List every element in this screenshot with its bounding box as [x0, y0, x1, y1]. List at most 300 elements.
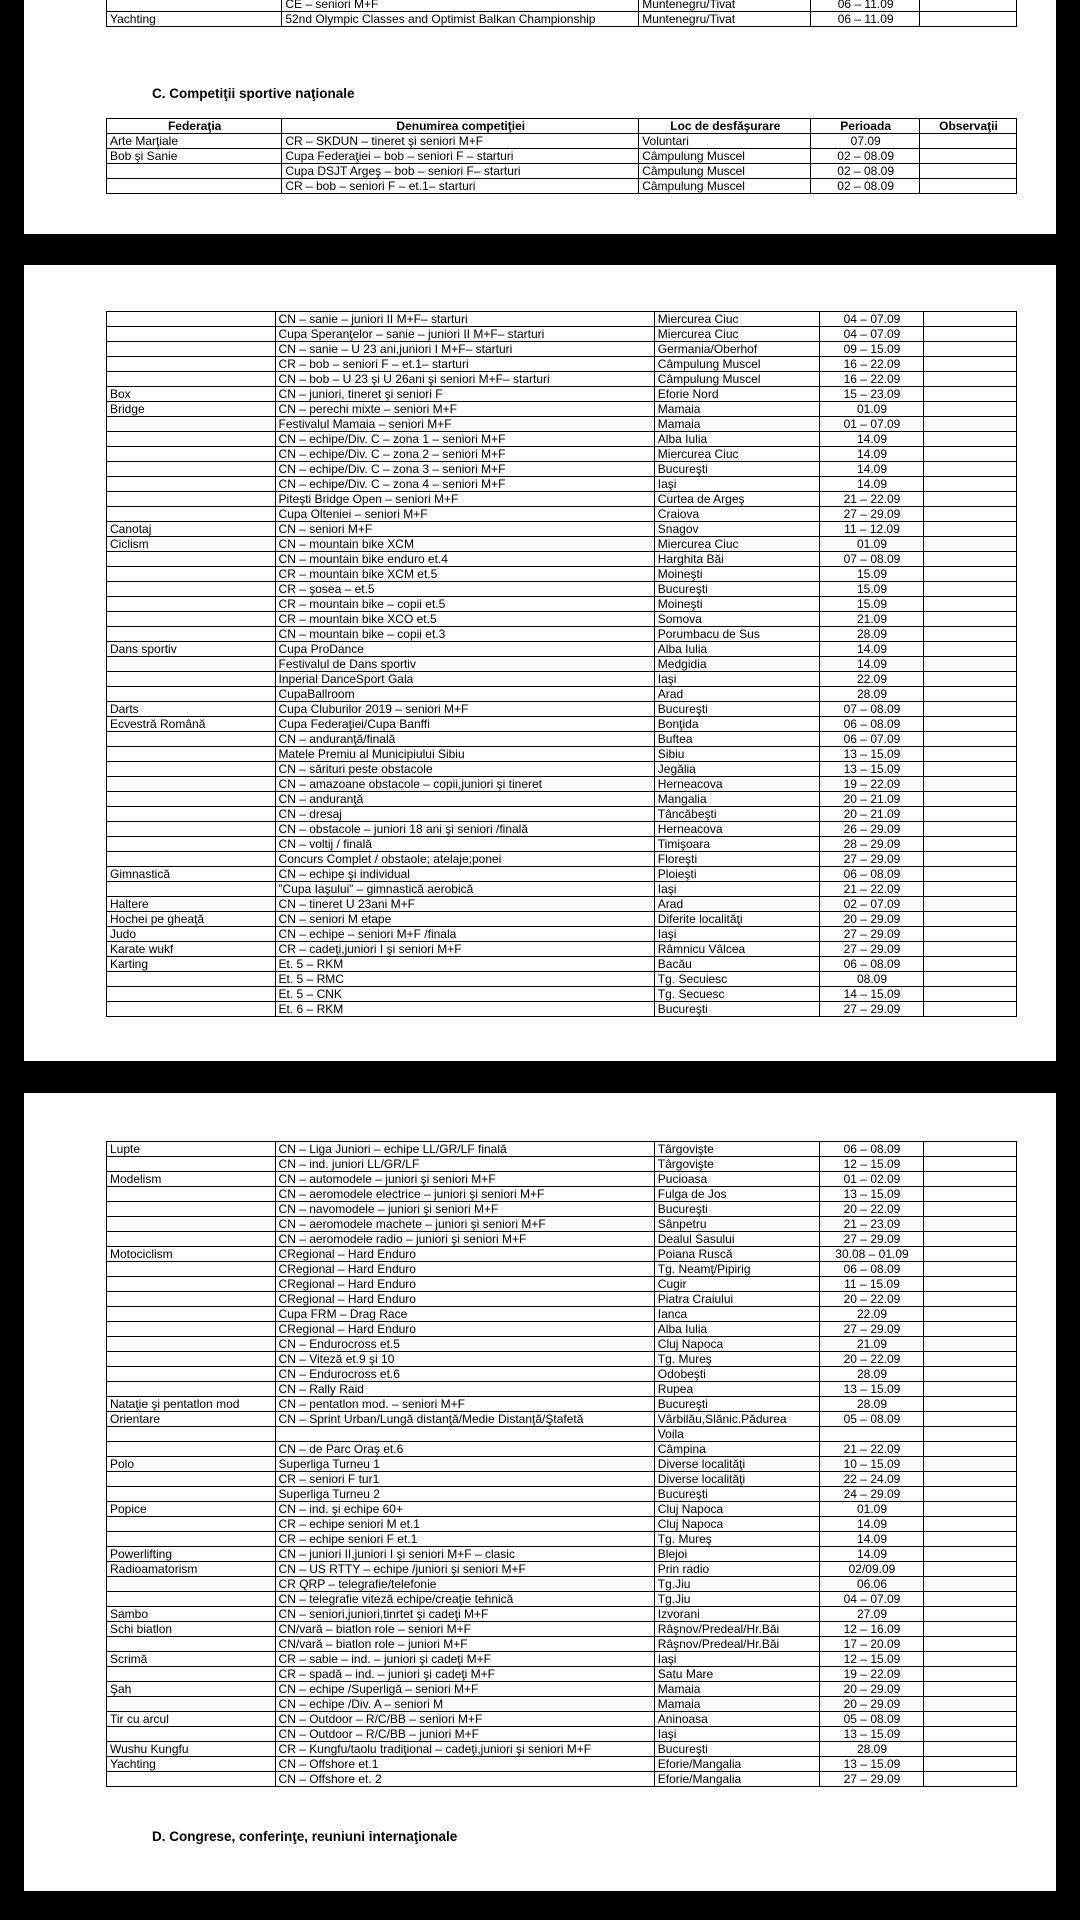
table-row: [107, 702, 1017, 717]
location-cell: Tg. Mureş: [654, 1532, 820, 1547]
federation-cell: [107, 1202, 276, 1217]
period-cell: 27 – 29.09: [820, 1772, 923, 1787]
federation-cell: [107, 1697, 276, 1712]
period-cell: 14.09: [820, 657, 923, 672]
location-cell: Miercurea Ciuc: [654, 312, 820, 327]
observations-cell: [923, 642, 1016, 657]
observations-cell: [923, 852, 1016, 867]
federation-cell: [107, 1472, 276, 1487]
location-cell: Bucureşti: [654, 1487, 820, 1502]
observations-cell: [923, 417, 1016, 432]
table-row: [107, 1352, 1017, 1367]
table-row: [107, 882, 1017, 897]
federation-group: [107, 1142, 1017, 1172]
federation-cell: Yachting: [107, 1757, 276, 1772]
observations-cell: [923, 1577, 1016, 1592]
period-cell: 10 – 15.09: [820, 1457, 923, 1472]
period-cell: 14.09: [820, 1532, 923, 1547]
competition-cell: CN – dresaj: [275, 807, 654, 822]
competition-cell: Piteşti Bridge Open – seniori M+F: [275, 492, 654, 507]
federation-cell: [107, 507, 276, 522]
table-row: [107, 1277, 1017, 1292]
competition-cell: CN – echipe/Div. C – zona 1 – seniori M+F: [275, 432, 654, 447]
table-row: [107, 972, 1017, 987]
column-header-period: Perioada: [811, 119, 920, 134]
federation-cell: Dans sportiv: [107, 642, 276, 657]
federation-cell: [107, 657, 276, 672]
table-row: [107, 657, 1017, 672]
observations-cell: [923, 987, 1016, 1002]
observations-cell: [923, 492, 1016, 507]
period-cell: 21 – 22.09: [820, 1442, 923, 1457]
competition-cell: Inperial DanceSport Gala: [275, 672, 654, 687]
period-cell: 16 – 22.09: [820, 357, 923, 372]
period-cell: 01.09: [820, 537, 923, 552]
competition-cell: CupaBallroom: [275, 687, 654, 702]
table-row: [107, 942, 1017, 957]
location-cell: Muntenegru/Tivat: [639, 0, 811, 12]
period-cell: 20 – 21.09: [820, 792, 923, 807]
column-header-observations: Observaţii: [919, 119, 1016, 134]
competition-cell: CN – sanie – U 23 ani,juniori I M+F– starturi: [275, 342, 654, 357]
table-row: [107, 1682, 1017, 1697]
observations-cell: [923, 1172, 1016, 1187]
federation-cell: [107, 672, 276, 687]
table-row: [107, 597, 1017, 612]
observations-cell: [923, 627, 1016, 642]
federation-cell: Sambo: [107, 1607, 276, 1622]
location-cell: Moineşti: [654, 597, 820, 612]
location-cell: Harghita Băi: [654, 552, 820, 567]
federation-cell: [107, 1427, 276, 1442]
location-cell: Cugir: [654, 1277, 820, 1292]
observations-cell: [923, 387, 1016, 402]
observations-cell: [923, 867, 1016, 882]
table-row: [107, 807, 1017, 822]
location-cell: Iaşi: [654, 1652, 820, 1667]
federation-group: [107, 1172, 1017, 1247]
competition-cell: Cupa Speranţelor – sanie – juniori II M+F– starturi: [275, 327, 654, 342]
observations-cell: [923, 1562, 1016, 1577]
table-row: [107, 1532, 1017, 1547]
table-row: [107, 612, 1017, 627]
table-row: [107, 1292, 1017, 1307]
federation-cell: [107, 342, 276, 357]
observations-cell: [923, 882, 1016, 897]
competition-cell: CN – echipe/Div. C – zona 2 – seniori M+F: [275, 447, 654, 462]
period-cell: 06 – 11.09: [811, 0, 920, 12]
competition-cell: CR – SKDUN – tineret şi seniori M+F: [282, 134, 639, 149]
location-cell: Eforie/Mangalia: [654, 1772, 820, 1787]
observations-cell: [923, 1427, 1016, 1442]
competition-cell: CRegional – Hard Enduro: [275, 1277, 654, 1292]
table-row: [107, 537, 1017, 552]
table-row: [107, 149, 1017, 164]
competition-cell: CR – echipe seniori F et.1: [275, 1532, 654, 1547]
period-cell: 21 – 23.09: [820, 1217, 923, 1232]
observations-cell: [923, 1592, 1016, 1607]
table-row: [107, 312, 1017, 327]
observations-cell: [923, 1472, 1016, 1487]
competition-cell: CN – Offshore et. 2: [275, 1772, 654, 1787]
federation-cell: Karate wukf: [107, 942, 276, 957]
table-row: [107, 852, 1017, 867]
table-row: [107, 1622, 1017, 1637]
location-cell: Diverse localităţi: [654, 1472, 820, 1487]
federation-cell: [107, 597, 276, 612]
period-cell: 01.09: [820, 1502, 923, 1517]
observations-cell: [923, 1547, 1016, 1562]
table-row: [107, 507, 1017, 522]
period-cell: 20 – 22.09: [820, 1292, 923, 1307]
federation-cell: [107, 1382, 276, 1397]
table-row: [107, 12, 1017, 27]
period-cell: 22 – 24.09: [820, 1472, 923, 1487]
location-cell: Blejoi: [654, 1547, 820, 1562]
period-cell: 14.09: [820, 1517, 923, 1532]
location-cell: Odobeşti: [654, 1367, 820, 1382]
federation-cell: [107, 432, 276, 447]
table-row: [107, 1367, 1017, 1382]
competition-cell: CN – juniori II,juniori I şi seniori M+F – clasic: [275, 1547, 654, 1562]
federation-cell: [107, 1367, 276, 1382]
table-row: [107, 1397, 1017, 1412]
federation-group: [107, 1742, 1017, 1757]
observations-cell: [923, 1337, 1016, 1352]
competition-cell: CN – anduranţă/finală: [275, 732, 654, 747]
period-cell: 06 – 11.09: [811, 12, 920, 27]
competition-cell: Cupa DSJT Argeş – bob – seniori F– starturi: [282, 164, 639, 179]
location-cell: Câmpulung Muscel: [639, 179, 811, 194]
location-cell: Miercurea Ciuc: [654, 537, 820, 552]
period-cell: 05 – 08.09: [820, 1712, 923, 1727]
observations-cell: [923, 1502, 1016, 1517]
competition-cell: CN – Endurocross et.5: [275, 1337, 654, 1352]
federation-cell: Motociclism: [107, 1247, 276, 1262]
federation-group: [107, 867, 1017, 897]
federation-cell: Schi biatlon: [107, 1622, 276, 1637]
period-cell: 12 – 15.09: [820, 1652, 923, 1667]
location-cell: Herneacova: [654, 822, 820, 837]
federation-cell: [107, 417, 276, 432]
federation-cell: [107, 1307, 276, 1322]
competition-cell: CN – obstacole – juniori 18 ani şi seniori /finală: [275, 822, 654, 837]
period-cell: 15 – 23.09: [820, 387, 923, 402]
federation-cell: [107, 327, 276, 342]
period-cell: 13 – 15.09: [820, 747, 923, 762]
table-row: [107, 1637, 1017, 1652]
period-cell: 27 – 29.09: [820, 1002, 923, 1017]
observations-cell: [919, 0, 1016, 12]
federation-cell: [107, 357, 276, 372]
competition-cell: Cupa Cluburilor 2019 – seniori M+F: [275, 702, 654, 717]
observations-cell: [923, 1682, 1016, 1697]
federation-group: [107, 957, 1017, 1017]
location-cell: Aninoasa: [654, 1712, 820, 1727]
federation-cell: [107, 1592, 276, 1607]
table-row: [107, 134, 1017, 149]
location-cell: Jegălia: [654, 762, 820, 777]
competition-cell: CN – Outdoor – R/C/BB – seniori M+F: [275, 1712, 654, 1727]
document-page-2: [24, 265, 1056, 1061]
table-row: [107, 1502, 1017, 1517]
table-row: [107, 912, 1017, 927]
federation-cell: Lupte: [107, 1142, 276, 1157]
period-cell: 21 – 22.09: [820, 492, 923, 507]
period-cell: 21.09: [820, 1337, 923, 1352]
period-cell: 06 – 08.09: [820, 1262, 923, 1277]
location-cell: Tg.Jiu: [654, 1577, 820, 1592]
federation-cell: [107, 1577, 276, 1592]
location-cell: Bucureşti: [654, 1742, 820, 1757]
competition-cell: CR – mountain bike XCM et.5: [275, 567, 654, 582]
competition-cell: CN – mountain bike XCM: [275, 537, 654, 552]
location-cell: Diferite localităţi: [654, 912, 820, 927]
competition-cell: CN – sanie – juniori II M+F– starturi: [275, 312, 654, 327]
competition-cell: CN – Rally Raid: [275, 1382, 654, 1397]
observations-cell: [923, 1157, 1016, 1172]
competition-cell: CR – seniori F tur1: [275, 1472, 654, 1487]
table-row: [107, 1157, 1017, 1172]
table-row: [107, 164, 1017, 179]
competition-cell: CN – aeromodele radio – juniori şi seniori M+F: [275, 1232, 654, 1247]
period-cell: 28.09: [820, 1742, 923, 1757]
federation-cell: [107, 732, 276, 747]
period-cell: 04 – 07.09: [820, 327, 923, 342]
table-row: [107, 417, 1017, 432]
observations-cell: [923, 1637, 1016, 1652]
federation-group: [107, 1712, 1017, 1742]
federation-cell: Şah: [107, 1682, 276, 1697]
observations-cell: [923, 1442, 1016, 1457]
competition-cell: Et. 5 – CNK: [275, 987, 654, 1002]
competition-cell: CN – pentatlon mod. – seniori M+F: [275, 1397, 654, 1412]
federation-cell: [107, 777, 276, 792]
competition-cell: CR – mountain bike XCO et.5: [275, 612, 654, 627]
federation-cell: [107, 852, 276, 867]
competition-cell: CN – aeromodele machete – juniori şi seniori M+F: [275, 1217, 654, 1232]
location-cell: Alba Iulia: [654, 1322, 820, 1337]
federation-cell: [107, 1337, 276, 1352]
observations-cell: [923, 1002, 1016, 1017]
location-cell: Satu Mare: [654, 1667, 820, 1682]
period-cell: 06.06: [820, 1577, 923, 1592]
competition-cell: CRegional – Hard Enduro: [275, 1292, 654, 1307]
observations-cell: [923, 432, 1016, 447]
observations-cell: [923, 1232, 1016, 1247]
location-cell: Câmpina: [654, 1442, 820, 1457]
period-cell: 20 – 21.09: [820, 807, 923, 822]
competition-cell: CN – Outdoor – R/C/BB – juniori M+F: [275, 1727, 654, 1742]
table-row: [107, 732, 1017, 747]
competition-cell: CN/vară – biatlon role – seniori M+F: [275, 1622, 654, 1637]
federation-cell: [107, 822, 276, 837]
period-cell: 27.09: [820, 1607, 923, 1622]
competition-cell: CR QRP – telegrafie/telefonie: [275, 1577, 654, 1592]
competition-cell: CN – echipe/Div. C – zona 3 – seniori M+F: [275, 462, 654, 477]
location-cell: Fulga de Jos: [654, 1187, 820, 1202]
location-cell: Iaşi: [654, 672, 820, 687]
competition-cell: CN – telegrafie viteză echipe/creaţie tehnică: [275, 1592, 654, 1607]
period-cell: 13 – 15.09: [820, 1187, 923, 1202]
table-row: [107, 1307, 1017, 1322]
table-row: [107, 1652, 1017, 1667]
location-cell: Alba Iulia: [654, 642, 820, 657]
observations-cell: [923, 672, 1016, 687]
observations-cell: [923, 1367, 1016, 1382]
location-cell: Râşnov/Predeal/Hr.Băi: [654, 1637, 820, 1652]
location-cell: Buftea: [654, 732, 820, 747]
federation-cell: [107, 807, 276, 822]
period-cell: 09 – 15.09: [820, 342, 923, 357]
federation-cell: Nataţie şi pentatlon mod: [107, 1397, 276, 1412]
period-cell: 20 – 29.09: [820, 1697, 923, 1712]
observations-cell: [923, 1712, 1016, 1727]
location-cell: Râmnicu Vâlcea: [654, 942, 820, 957]
location-cell: Târgovişte: [654, 1142, 820, 1157]
federation-cell: [107, 1002, 276, 1017]
observations-cell: [923, 597, 1016, 612]
location-cell: Iaşi: [654, 882, 820, 897]
federation-cell: Polo: [107, 1457, 276, 1472]
federation-cell: Modelism: [107, 1172, 276, 1187]
federation-group: [107, 522, 1017, 537]
location-cell: Iaşi: [654, 477, 820, 492]
location-cell: Bucureşti: [654, 462, 820, 477]
observations-cell: [923, 1322, 1016, 1337]
table-row: [107, 987, 1017, 1002]
location-cell: Somova: [654, 612, 820, 627]
federation-cell: Ciclism: [107, 537, 276, 552]
competition-cell: CR – bob – seniori F – et.1– starturi: [275, 357, 654, 372]
federation-cell: Darts: [107, 702, 276, 717]
period-cell: 07 – 08.09: [820, 702, 923, 717]
period-cell: 20 – 22.09: [820, 1202, 923, 1217]
location-cell: Dealul Sasului: [654, 1232, 820, 1247]
column-header-competition: Denumirea competiţiei: [282, 119, 639, 134]
observations-cell: [923, 912, 1016, 927]
federation-cell: [107, 1727, 276, 1742]
federation-group: [107, 927, 1017, 942]
table-row: [107, 1247, 1017, 1262]
federation-cell: [107, 1322, 276, 1337]
period-cell: 27 – 29.09: [820, 942, 923, 957]
table-row: [107, 402, 1017, 417]
observations-cell: [923, 1277, 1016, 1292]
federation-group: [107, 717, 1017, 867]
competition-cell: Festivalul Mamaia – seniori M+F: [275, 417, 654, 432]
observations-cell: [923, 1622, 1016, 1637]
federation-cell: [107, 882, 276, 897]
federation-cell: [107, 687, 276, 702]
document-page-3: [24, 1093, 1056, 1891]
competition-cell: CN – tineret U 23ani M+F: [275, 897, 654, 912]
competition-cell: CN – Endurocross et.6: [275, 1367, 654, 1382]
period-cell: 12 – 15.09: [820, 1157, 923, 1172]
table-row: [107, 1172, 1017, 1187]
observations-cell: [923, 1292, 1016, 1307]
period-cell: 21.09: [820, 612, 923, 627]
federation-cell: Hochei pe gheaţă: [107, 912, 276, 927]
location-cell: Medgidia: [654, 657, 820, 672]
competition-cell: CN – ind. juniori LL/GR/LF: [275, 1157, 654, 1172]
location-cell: Tg. Secuiesc: [654, 972, 820, 987]
period-cell: 19 – 22.09: [820, 1667, 923, 1682]
observations-cell: [923, 762, 1016, 777]
competition-cell: CRegional – Hard Enduro: [275, 1247, 654, 1262]
period-cell: 01.09: [820, 402, 923, 417]
table-row: [107, 1232, 1017, 1247]
observations-cell: [923, 582, 1016, 597]
observations-cell: [923, 717, 1016, 732]
observations-cell: [923, 687, 1016, 702]
observations-cell: [923, 1667, 1016, 1682]
competition-cell: Superliga Turneu 2: [275, 1487, 654, 1502]
period-cell: 27 – 29.09: [820, 1322, 923, 1337]
location-cell: Mangalia: [654, 792, 820, 807]
table-row: [107, 1727, 1017, 1742]
period-cell: 02 – 08.09: [811, 179, 920, 194]
table-row: [107, 1442, 1017, 1457]
table-row: [107, 1577, 1017, 1592]
competition-cell: CN – Liga Juniori – echipe LL/GR/LF finală: [275, 1142, 654, 1157]
table-row: [107, 642, 1017, 657]
table-row: [107, 792, 1017, 807]
location-cell: Voila: [654, 1427, 820, 1442]
federation-cell: [107, 1352, 276, 1367]
observations-cell: [923, 1352, 1016, 1367]
table-row: [107, 627, 1017, 642]
federation-cell: [107, 1487, 276, 1502]
table-row: [107, 1382, 1017, 1397]
location-cell: Mamaia: [654, 1682, 820, 1697]
national-competitions-table: [106, 118, 1017, 194]
observations-cell: [923, 1247, 1016, 1262]
location-cell: Mamaia: [654, 402, 820, 417]
federation-cell: [107, 1187, 276, 1202]
period-cell: 06 – 07.09: [820, 732, 923, 747]
table-row: [107, 1002, 1017, 1017]
federation-cell: [107, 1217, 276, 1232]
location-cell: Bucureşti: [654, 1397, 820, 1412]
competition-cell: CR – bob – seniori F – et.1– starturi: [282, 179, 639, 194]
federation-cell: [107, 447, 276, 462]
federation-cell: Ecvestră Română: [107, 717, 276, 732]
table-row: [107, 1712, 1017, 1727]
observations-cell: [923, 1772, 1016, 1787]
competition-cell: CN – anduranţă: [275, 792, 654, 807]
period-cell: 22.09: [820, 672, 923, 687]
federation-group: [107, 1547, 1017, 1562]
column-header-location: Loc de desfăşurare: [639, 119, 811, 134]
observations-cell: [919, 164, 1016, 179]
location-cell: Tg. Secuesc: [654, 987, 820, 1002]
location-cell: Piatra Craiului: [654, 1292, 820, 1307]
location-cell: Prin radio: [654, 1562, 820, 1577]
location-cell: Târgovişte: [654, 1157, 820, 1172]
competition-cell: CR – cadeţi,juniori I şi seniori M+F: [275, 942, 654, 957]
federation-cell: Bob şi Sanie: [107, 149, 282, 164]
period-cell: 20 – 22.09: [820, 1352, 923, 1367]
competition-cell: CN – US RTTY – echipe /juniori şi seniori M+F: [275, 1562, 654, 1577]
period-cell: 12 – 16.09: [820, 1622, 923, 1637]
location-cell: Sibiu: [654, 747, 820, 762]
period-cell: 02 – 08.09: [811, 164, 920, 179]
table-row: [107, 477, 1017, 492]
period-cell: 27 – 29.09: [820, 507, 923, 522]
observations-cell: [923, 402, 1016, 417]
period-cell: 14 – 15.09: [820, 987, 923, 1002]
